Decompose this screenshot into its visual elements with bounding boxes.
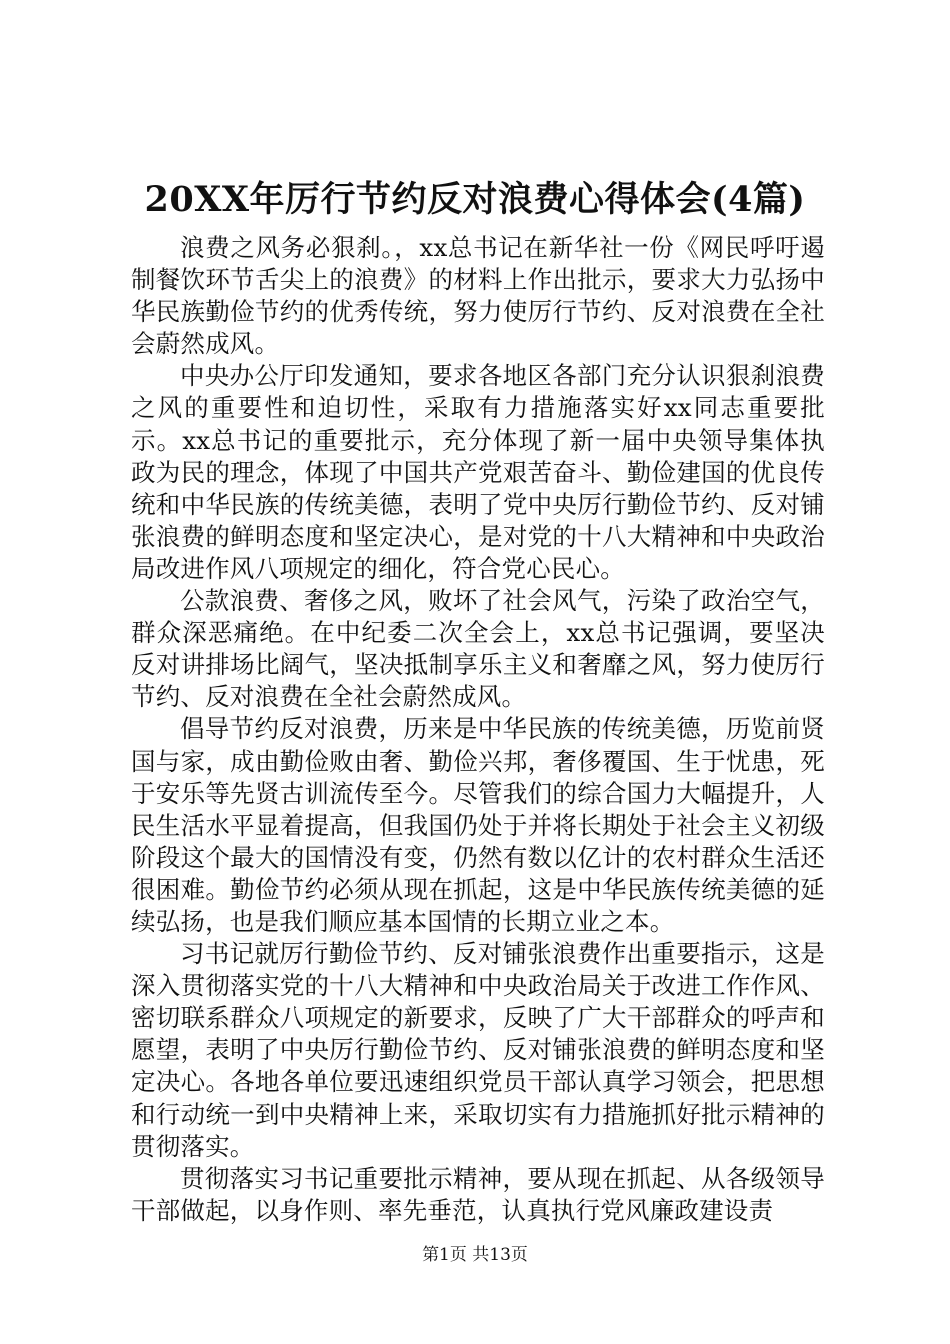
page-footer: 第1页 共13页 [422,1245,528,1265]
document-title: 20XX年厉行节约反对浪费心得体会(4篇) [144,179,806,220]
paragraph-4: 倡导节约反对浪费，历来是中华民族的传统美德，历览前贤国与家，成由勤俭败由奢、勤俭兴邦，奢侈覆国、生于忧患，死于安乐等先贤古训流传至今。尽管我们的综合国力大幅提升，人民生活水平显着提高，但我国仍处于并将长期处于社会主义初级阶段这个最大的国情没有变，仍然有数以亿计的农村群众生活还很困难。勤俭节约必须从现在抓起，这是中华民族传统美德的延续弘扬，也是我们顺应基本国情的长期立业之本。 [131,714,825,936]
paragraph-1: 浪费之风务必狠刹。，xx总书记在新华社一份《网民呼吁遏制餐饮环节舌尖上的浪费》的材料上作出批示，要求大力弘扬中华民族勤俭节约的优秀传统，努力使厉行节约、反对浪费在全社会蔚然成风。 [131,233,825,359]
paragraph-2: 中央办公厅印发通知，要求各地区各部门充分认识狠刹浪费之风的重要性和迫切性，采取有力措施落实好xx同志重要批示。xx总书记的重要批示，充分体现了新一届中央领导集体执政为民的理念，体现了中国共产党艰苦奋斗、勤俭建国的优良传统和中华民族的传统美德，表明了党中央厉行勤俭节约、反对铺张浪费的鲜明态度和坚定决心，是对党的十八大精神和中央政治局改进作风八项规定的细化，符合党心民心。 [131,361,825,583]
paragraph-5: 习书记就厉行勤俭节约、反对铺张浪费作出重要指示，这是深入贯彻落实党的十八大精神和中央政治局关于改进工作作风、密切联系群众八项规定的新要求，反映了广大干部群众的呼声和愿望，表明了中央厉行勤俭节约、反对铺张浪费的鲜明态度和坚定决心。各地各单位要迅速组织党员干部认真学习领会，把思想和行动统一到中央精神上来，采取切实有力措施抓好批示精神的贯彻落实。 [131,939,825,1161]
paragraph-6: 贯彻落实习书记重要批示精神，要从现在抓起、从各级领导干部做起，以身作则、率先垂范，认真执行党风廉政建设责 [131,1163,825,1225]
paragraph-3: 公款浪费、奢侈之风，败坏了社会风气，污染了政治空气，群众深恶痛绝。在中纪委二次全会上，xx总书记强调，要坚决反对讲排场比阔气，坚决抵制享乐主义和奢靡之风，努力使厉行节约、反对浪费在全社会蔚然成风。 [131,586,825,712]
document-body [131,232,825,1227]
